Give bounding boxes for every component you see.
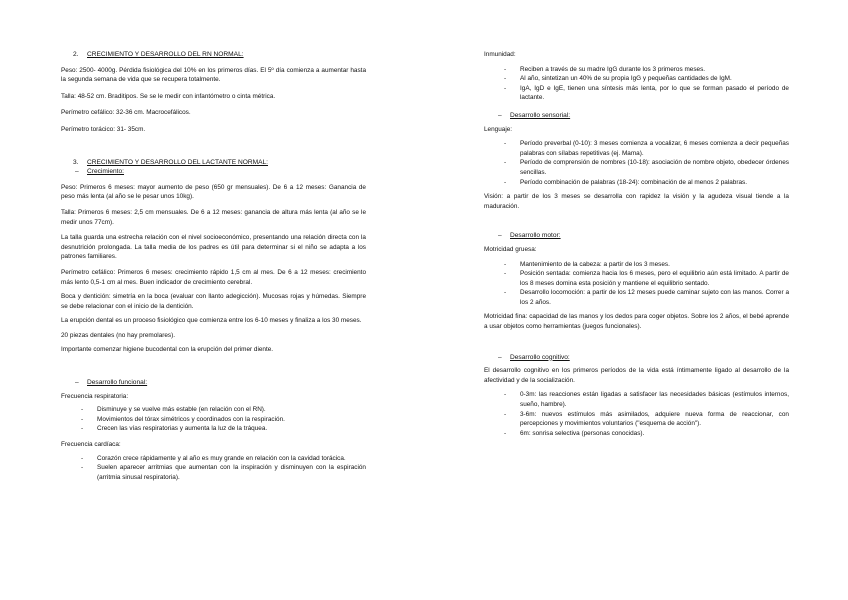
list-item: - Período de comprensión de nombres (10-18): asociación de nombre objeto, obedecer órdenes sencillas. bbox=[504, 158, 789, 177]
section-heading-lactante bbox=[61, 158, 366, 168]
section-number: 3. bbox=[73, 158, 79, 166]
paragraph-talla-guarda: La talla guarda una estrecha relación con el nivel socioeconómico, presentando una relación directa con la desnutrición prolongada. La talla media de los padres es útil para determinar si el niño se adapta a los patrones familiares. bbox=[61, 234, 366, 261]
list-item: - Corazón crece rápidamente y al año es muy grande en relación con la cavidad torácica. bbox=[81, 454, 366, 464]
paragraph-inmunidad: Inmunidad: bbox=[484, 51, 516, 58]
section-heading-rn bbox=[61, 50, 366, 60]
list-inmunidad bbox=[484, 65, 789, 103]
paragraph-cognitivo: El desarrollo cognitivo en los primeros períodos de la vida está íntimamente ligado al desarrollo de la afectividad y de la socialización. bbox=[484, 367, 789, 384]
list-item: - Movimientos del tórax simétricos y coordinados con la respiración. bbox=[81, 415, 366, 425]
list-item: - Desarrollo locomoción: a partir de los 12 meses puede caminar sujeto con las manos. Correr a los 2 años. bbox=[504, 288, 789, 307]
list-respiratoria bbox=[61, 405, 366, 434]
section-title: CRECIMIENTO Y DESARROLLO DEL LACTANTE NORMAL: bbox=[87, 158, 269, 166]
paragraph-erupcion: La erupción dental es un proceso fisiológico que comienza entre los 6-10 meses y finaliza a los 30 meses. bbox=[61, 317, 362, 325]
section-number: 2. bbox=[73, 51, 79, 58]
paragraph-piezas: 20 piezas dentales (no hay premolares). bbox=[61, 331, 176, 339]
paragraph-perimetro-lactante: Perímetro cefálico: Primeros 6 meses: crecimiento rápido 1,5 cm al mes. De 6 a 12 meses: crecimiento más lento 0,5-1 cm al mes. Buen indicador de crecimiento cerebral. bbox=[61, 268, 366, 286]
list-item: - 0-3m: las reacciones están ligadas a satisfacer las necesidades básicas (estímulos internos, sueño, hambre). bbox=[504, 390, 789, 409]
list-item: - 3-6m: nuevos estímulos más asimilados, adquiere nueva forma de reaccionar, con percepciones y movimientos voluntarios ("esquema de acción"). bbox=[504, 410, 789, 429]
list-item: - Suelen aparecer arritmias que aumentan con la inspiración y disminuyen con la espiración (arritmia sinusal respiratoria). bbox=[81, 463, 366, 482]
paragraph-cefalico-rn: Perímetro cefálico: 32-36 cm. Macrocefálicos. bbox=[61, 109, 191, 117]
paragraph-frecuencia-respiratoria: Frecuencia respiratoria: bbox=[61, 392, 129, 400]
list-item: - Período preverbal (0-10): 3 meses comienza a vocalizar, 6 meses comienza a decir pequeñas palabras con sílabas repetitivas (ej. Mama). bbox=[504, 139, 789, 158]
list-item: - Posición sentada: comienza hacia los 6 meses, pero el equilibrio aún está limitado. A partir de los 8 meses domina esta posición y mantiene el equilibrio sentado. bbox=[504, 269, 789, 288]
paragraph-higiene: Importante comenzar higiene bucodental con la erupción del primer diente. bbox=[61, 346, 274, 354]
list-cognitivo bbox=[484, 390, 789, 438]
paragraph-motricidad-fina: Motricidad fina: capacidad de las manos y los dedos para coger objetos. Sobre los 2 años, el bebé aprende a usar objetos como herramientas (juegos funcionales). bbox=[484, 313, 789, 331]
list-cardiaca bbox=[61, 454, 366, 483]
list-item: - Al año, sintetizan un 40% de su propia IgG y pequeñas cantidades de IgM. bbox=[504, 74, 789, 84]
list-lenguaje bbox=[484, 139, 789, 187]
paragraph-lenguaje: Lenguaje: bbox=[484, 125, 513, 133]
paragraph-boca: Boca y dentición: simetría en la boca (evaluar con llanto adegicción). Mucosas rojas y húmedas. Siempre se debe relacionar con el inicio de la dentición. bbox=[61, 293, 366, 310]
list-item: - Período combinación de palabras (18-24): combinación de al menos 2 palabras. bbox=[504, 178, 789, 188]
paragraph-talla-rn: Talla: 48-52 cm. Braditipos. Se se le medir con infantómetro o cinta métrica. bbox=[61, 92, 276, 100]
paragraph-talla-lactante: Talla: Primeros 6 meses: 2,5 cm mensuales. De 6 a 12 meses: ganancia de altura más lenta (al año se le medir unos 77cm). bbox=[61, 208, 366, 226]
paragraph-toracico-rn: Perímetro torácico: 31- 35cm. bbox=[61, 125, 146, 133]
subheading-sensorial: – Desarrollo sensorial: bbox=[498, 111, 571, 119]
list-item: - Mantenimiento de la cabeza: a partir de los 3 meses. bbox=[504, 260, 789, 270]
subheading-cognitivo: – Desarrollo cognitivo: bbox=[498, 353, 570, 361]
subheading-funcional: – Desarrollo funcional: bbox=[75, 379, 148, 387]
list-item: - 6m: sonrisa selectiva (personas conocidas). bbox=[504, 429, 789, 439]
paragraph-peso-rn: Peso: 2500- 4000g. Pérdida fisiológica del 10% en los primeros días. El 5º día comienza a aumentar hasta la segunda semana de vida que se recupera totalmente. bbox=[61, 66, 366, 84]
subheading-motor: – Desarrollo motor: bbox=[498, 232, 561, 240]
paragraph-vision: Visión: a partir de los 3 meses se desarrolla con rapidez la visión y la agudeza visual tiende a la maduración. bbox=[484, 193, 789, 210]
list-item: - IgA, IgD e IgE, tienen una síntesis más lenta, por lo que se forman pasado el período de lactante. bbox=[504, 84, 789, 103]
paragraph-peso-lactante: Peso: Primeros 6 meses: mayor aumento de peso (650 gr mensuales). De 6 a 12 meses: Ganancia de peso más lenta (al año se le pesar unos 10kg). bbox=[61, 183, 366, 201]
list-motor bbox=[484, 260, 789, 308]
paragraph-frecuencia-cardiaca: Frecuencia cardíaca: bbox=[61, 441, 121, 449]
list-item: - Reciben a través de su madre IgG durante los 3 primeros meses. bbox=[504, 65, 789, 75]
section-title: CRECIMIENTO Y DESARROLLO DEL RN NORMAL: bbox=[87, 51, 244, 58]
list-item: - Disminuye y se vuelve más estable (en relación con el RN). bbox=[81, 405, 366, 415]
paragraph-motricidad-gruesa: Motricidad gruesa: bbox=[484, 245, 537, 253]
list-item: - Crecen las vías respiratorias y aumenta la luz de la tráquea. bbox=[81, 424, 366, 434]
subheading-crecimiento: – Crecimiento: bbox=[75, 168, 125, 176]
